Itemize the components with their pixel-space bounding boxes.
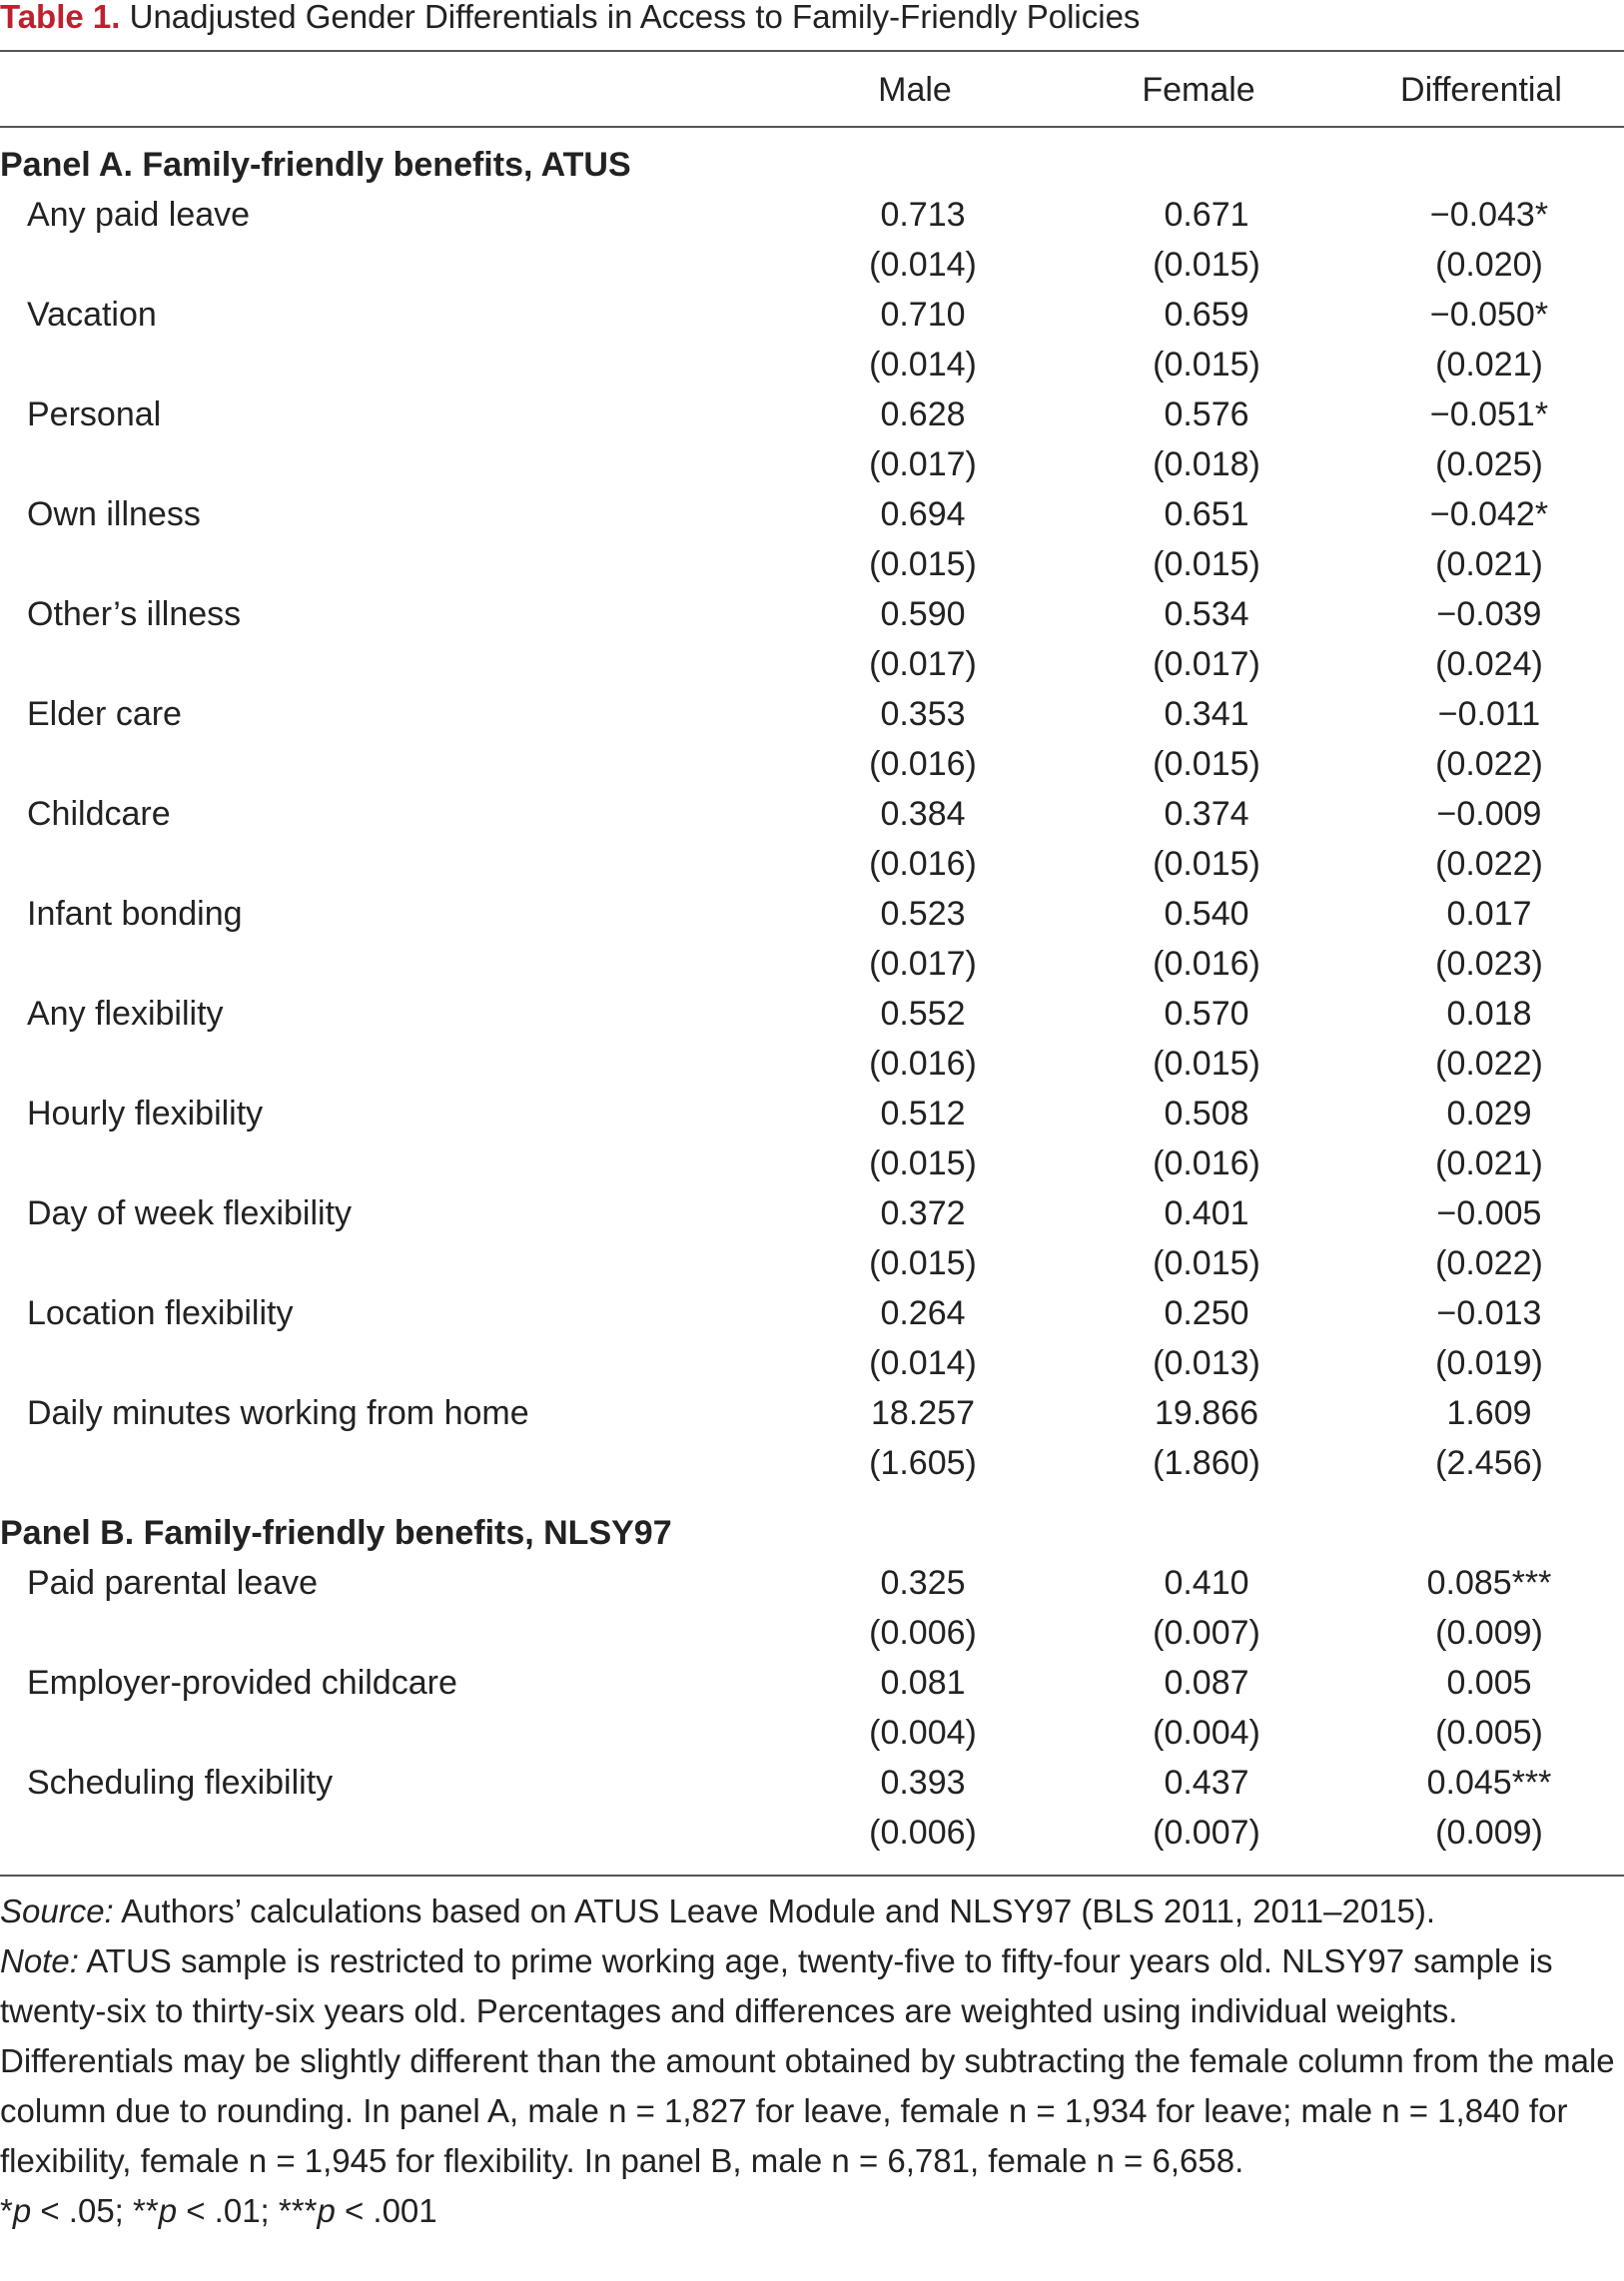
value-cell: 0.523 xyxy=(880,895,966,933)
std-error-cell: (0.005) xyxy=(1435,1714,1543,1752)
table-row-se xyxy=(0,240,1624,290)
value-cell: 18.257 xyxy=(871,1394,975,1432)
value-cell: 0.085*** xyxy=(1426,1564,1552,1602)
value-cell: 0.713 xyxy=(880,196,966,234)
value-cell: 0.651 xyxy=(1164,495,1249,533)
value-cell: 0.029 xyxy=(1446,1095,1532,1133)
value-cell: 0.325 xyxy=(880,1564,966,1602)
table-row xyxy=(0,689,1624,739)
value-cell: 0.372 xyxy=(880,1194,966,1232)
sig-item: **p < .01; xyxy=(133,2192,279,2229)
value-cell: −0.051* xyxy=(1429,395,1549,433)
std-error-cell: (0.022) xyxy=(1435,745,1543,783)
value-cell: −0.013 xyxy=(1436,1294,1542,1332)
table-row-se xyxy=(0,939,1624,989)
table-row-se xyxy=(0,1808,1624,1858)
value-cell: 0.694 xyxy=(880,495,966,533)
value-cell: 0.384 xyxy=(880,795,966,833)
std-error-cell: (0.015) xyxy=(1153,246,1260,284)
value-cell: 0.264 xyxy=(880,1294,966,1332)
std-error-cell: (0.004) xyxy=(869,1714,977,1752)
std-error-cell: (0.015) xyxy=(1153,845,1260,883)
value-cell: 0.659 xyxy=(1164,296,1249,334)
std-error-cell: (0.015) xyxy=(1153,745,1260,783)
row-label: Infant bonding xyxy=(27,895,243,933)
value-cell: −0.005 xyxy=(1436,1194,1542,1232)
value-cell: 0.590 xyxy=(880,595,966,633)
value-cell: −0.009 xyxy=(1436,795,1542,833)
row-label: Any paid leave xyxy=(27,196,251,234)
panel-title: Panel A. Family-friendly benefits, ATUS xyxy=(0,146,631,184)
std-error-cell: (0.024) xyxy=(1435,645,1543,683)
value-cell: 0.710 xyxy=(880,296,966,334)
std-error-cell: (0.013) xyxy=(1153,1344,1260,1382)
value-cell: 0.671 xyxy=(1164,196,1249,234)
row-label: Personal xyxy=(27,395,162,433)
table-row-se xyxy=(0,1338,1624,1388)
std-error-cell: (0.015) xyxy=(869,545,977,583)
std-error-cell: (0.021) xyxy=(1435,1144,1543,1182)
std-error-cell: (0.022) xyxy=(1435,1045,1543,1083)
row-label: Paid parental leave xyxy=(27,1564,319,1602)
value-cell: 0.045*** xyxy=(1426,1764,1552,1802)
value-cell: 0.374 xyxy=(1164,795,1249,833)
value-cell: 0.410 xyxy=(1164,1564,1249,1602)
top-rule xyxy=(0,50,1624,52)
std-error-cell: (0.007) xyxy=(1153,1814,1260,1852)
value-cell: 0.401 xyxy=(1164,1194,1249,1232)
table-row-se xyxy=(0,539,1624,589)
std-error-cell: (1.860) xyxy=(1153,1444,1260,1482)
std-error-cell: (0.017) xyxy=(869,645,977,683)
std-error-cell: (0.017) xyxy=(1153,645,1260,683)
table-row-se xyxy=(0,1438,1624,1488)
note-text: ATUS sample is restricted to prime working age, twenty-five to fifty-four years old. NLSY97 sample is twenty-six to thirty-six years old. Percentages and differences are weighted using individual weights. Differentials may be slightly different than the amount obtained by subtracting the female column from the male column due to rounding. In panel A, male n = 1,827 for leave, female n = 1,934 for leave; male n = 1,840 for flexibility, female n = 1,945 for flexibility. In panel B, male n = 6,781, female n = 6,658. xyxy=(0,1942,1615,2179)
value-cell: 0.341 xyxy=(1164,695,1249,733)
table-row xyxy=(0,190,1624,240)
std-error-cell: (0.017) xyxy=(869,945,977,983)
table-row-se xyxy=(0,739,1624,789)
value-cell: 0.576 xyxy=(1164,395,1249,433)
std-error-cell: (0.016) xyxy=(869,845,977,883)
table-row xyxy=(0,1758,1624,1808)
std-error-cell: (0.015) xyxy=(869,1244,977,1282)
table-row-se xyxy=(0,1139,1624,1188)
table-title: Unadjusted Gender Differentials in Access to Family-Friendly Policies xyxy=(120,0,1141,35)
sig-item: *p < .05; xyxy=(0,2192,134,2229)
note-label: Note: xyxy=(0,1942,79,1979)
std-error-cell: (0.017) xyxy=(869,445,977,483)
value-cell: 0.540 xyxy=(1164,895,1249,933)
header-rule xyxy=(0,126,1624,128)
value-cell: −0.039 xyxy=(1436,595,1542,633)
row-label: Any flexibility xyxy=(27,995,224,1033)
value-cell: −0.011 xyxy=(1437,695,1541,733)
sig-item: ***p < .001 xyxy=(278,2192,437,2229)
column-header-female: Female xyxy=(1142,71,1255,109)
value-cell: −0.043* xyxy=(1429,196,1549,234)
table-row xyxy=(0,1388,1624,1438)
std-error-cell: (0.014) xyxy=(869,346,977,383)
value-cell: 0.552 xyxy=(880,995,966,1033)
table-row xyxy=(0,989,1624,1039)
table-number: Table 1. xyxy=(0,0,121,35)
std-error-cell: (0.004) xyxy=(1153,1714,1260,1752)
table-row xyxy=(0,1558,1624,1608)
table-row xyxy=(0,789,1624,839)
value-cell: 0.017 xyxy=(1446,895,1532,933)
std-error-cell: (0.022) xyxy=(1435,1244,1543,1282)
value-cell: 0.628 xyxy=(880,395,966,433)
table-row-se xyxy=(0,340,1624,389)
value-cell: 0.087 xyxy=(1164,1664,1249,1702)
table-row xyxy=(0,1658,1624,1708)
value-cell: −0.042* xyxy=(1429,495,1549,533)
std-error-cell: (0.015) xyxy=(1153,1045,1260,1083)
std-error-cell: (1.605) xyxy=(869,1444,977,1482)
source-label: Source: xyxy=(0,1893,114,1929)
std-error-cell: (0.021) xyxy=(1435,346,1543,383)
significance-note xyxy=(0,2186,1624,2236)
row-label: Own illness xyxy=(27,495,201,533)
row-label: Hourly flexibility xyxy=(27,1095,264,1133)
row-label: Scheduling flexibility xyxy=(27,1764,334,1802)
row-label: Vacation xyxy=(27,296,157,334)
table-row xyxy=(0,1188,1624,1238)
value-cell: 19.866 xyxy=(1155,1394,1258,1432)
std-error-cell: (0.018) xyxy=(1153,445,1260,483)
table-row-se xyxy=(0,1238,1624,1288)
table-caption xyxy=(0,0,1624,34)
std-error-cell: (0.025) xyxy=(1435,445,1543,483)
table-row xyxy=(0,389,1624,439)
std-error-cell: (0.015) xyxy=(869,1144,977,1182)
source-text: Authors’ calculations based on ATUS Leave Module and NLSY97 (BLS 2011, 2011–2015). xyxy=(113,1893,1436,1929)
std-error-cell: (0.015) xyxy=(1153,346,1260,383)
table-row xyxy=(0,1288,1624,1338)
std-error-cell: (0.016) xyxy=(1153,1144,1260,1182)
value-cell: 1.609 xyxy=(1446,1394,1532,1432)
value-cell: 0.081 xyxy=(880,1664,966,1702)
std-error-cell: (0.020) xyxy=(1435,246,1543,284)
row-label: Childcare xyxy=(27,795,171,833)
value-cell: −0.050* xyxy=(1429,296,1549,334)
table-row xyxy=(0,889,1624,939)
std-error-cell: (0.023) xyxy=(1435,945,1543,983)
bottom-rule xyxy=(0,1875,1624,1877)
row-label: Employer-provided childcare xyxy=(27,1664,457,1702)
value-cell: 0.508 xyxy=(1164,1095,1249,1133)
source-note xyxy=(0,1887,1624,1936)
std-error-cell: (0.006) xyxy=(869,1614,977,1652)
table-row-se xyxy=(0,439,1624,489)
std-error-cell: (0.014) xyxy=(869,246,977,284)
std-error-cell: (0.006) xyxy=(869,1814,977,1852)
row-label: Day of week flexibility xyxy=(27,1194,353,1232)
value-cell: 0.437 xyxy=(1164,1764,1249,1802)
std-error-cell: (0.009) xyxy=(1435,1614,1543,1652)
panel-title: Panel B. Family-friendly benefits, NLSY97 xyxy=(0,1514,672,1552)
value-cell: 0.018 xyxy=(1446,995,1532,1033)
table-row-se xyxy=(0,1608,1624,1658)
value-cell: 0.005 xyxy=(1446,1664,1532,1702)
row-label: Daily minutes working from home xyxy=(27,1394,529,1432)
table-row-se xyxy=(0,839,1624,889)
column-header-differential: Differential xyxy=(1400,71,1562,109)
row-label: Elder care xyxy=(27,695,182,733)
std-error-cell: (0.009) xyxy=(1435,1814,1543,1852)
value-cell: 0.250 xyxy=(1164,1294,1249,1332)
std-error-cell: (0.016) xyxy=(869,1045,977,1083)
value-cell: 0.534 xyxy=(1164,595,1249,633)
value-cell: 0.393 xyxy=(880,1764,966,1802)
value-cell: 0.570 xyxy=(1164,995,1249,1033)
std-error-cell: (0.015) xyxy=(1153,545,1260,583)
std-error-cell: (0.015) xyxy=(1153,1244,1260,1282)
row-label: Other’s illness xyxy=(27,595,242,633)
std-error-cell: (0.014) xyxy=(869,1344,977,1382)
std-error-cell: (0.019) xyxy=(1435,1344,1543,1382)
table-row xyxy=(0,290,1624,340)
std-error-cell: (2.456) xyxy=(1435,1444,1543,1482)
table-row xyxy=(0,1089,1624,1139)
value-cell: 0.512 xyxy=(880,1095,966,1133)
table-row-se xyxy=(0,1039,1624,1089)
std-error-cell: (0.016) xyxy=(869,745,977,783)
table-row xyxy=(0,589,1624,639)
row-label: Location flexibility xyxy=(27,1294,294,1332)
table-row xyxy=(0,489,1624,539)
table-row-se xyxy=(0,639,1624,689)
column-header-male: Male xyxy=(878,71,952,109)
std-error-cell: (0.016) xyxy=(1153,945,1260,983)
sample-note xyxy=(0,1936,1624,2186)
value-cell: 0.353 xyxy=(880,695,966,733)
std-error-cell: (0.007) xyxy=(1153,1614,1260,1652)
std-error-cell: (0.022) xyxy=(1435,845,1543,883)
std-error-cell: (0.021) xyxy=(1435,545,1543,583)
table-notes xyxy=(0,1887,1624,2236)
table-row-se xyxy=(0,1708,1624,1758)
